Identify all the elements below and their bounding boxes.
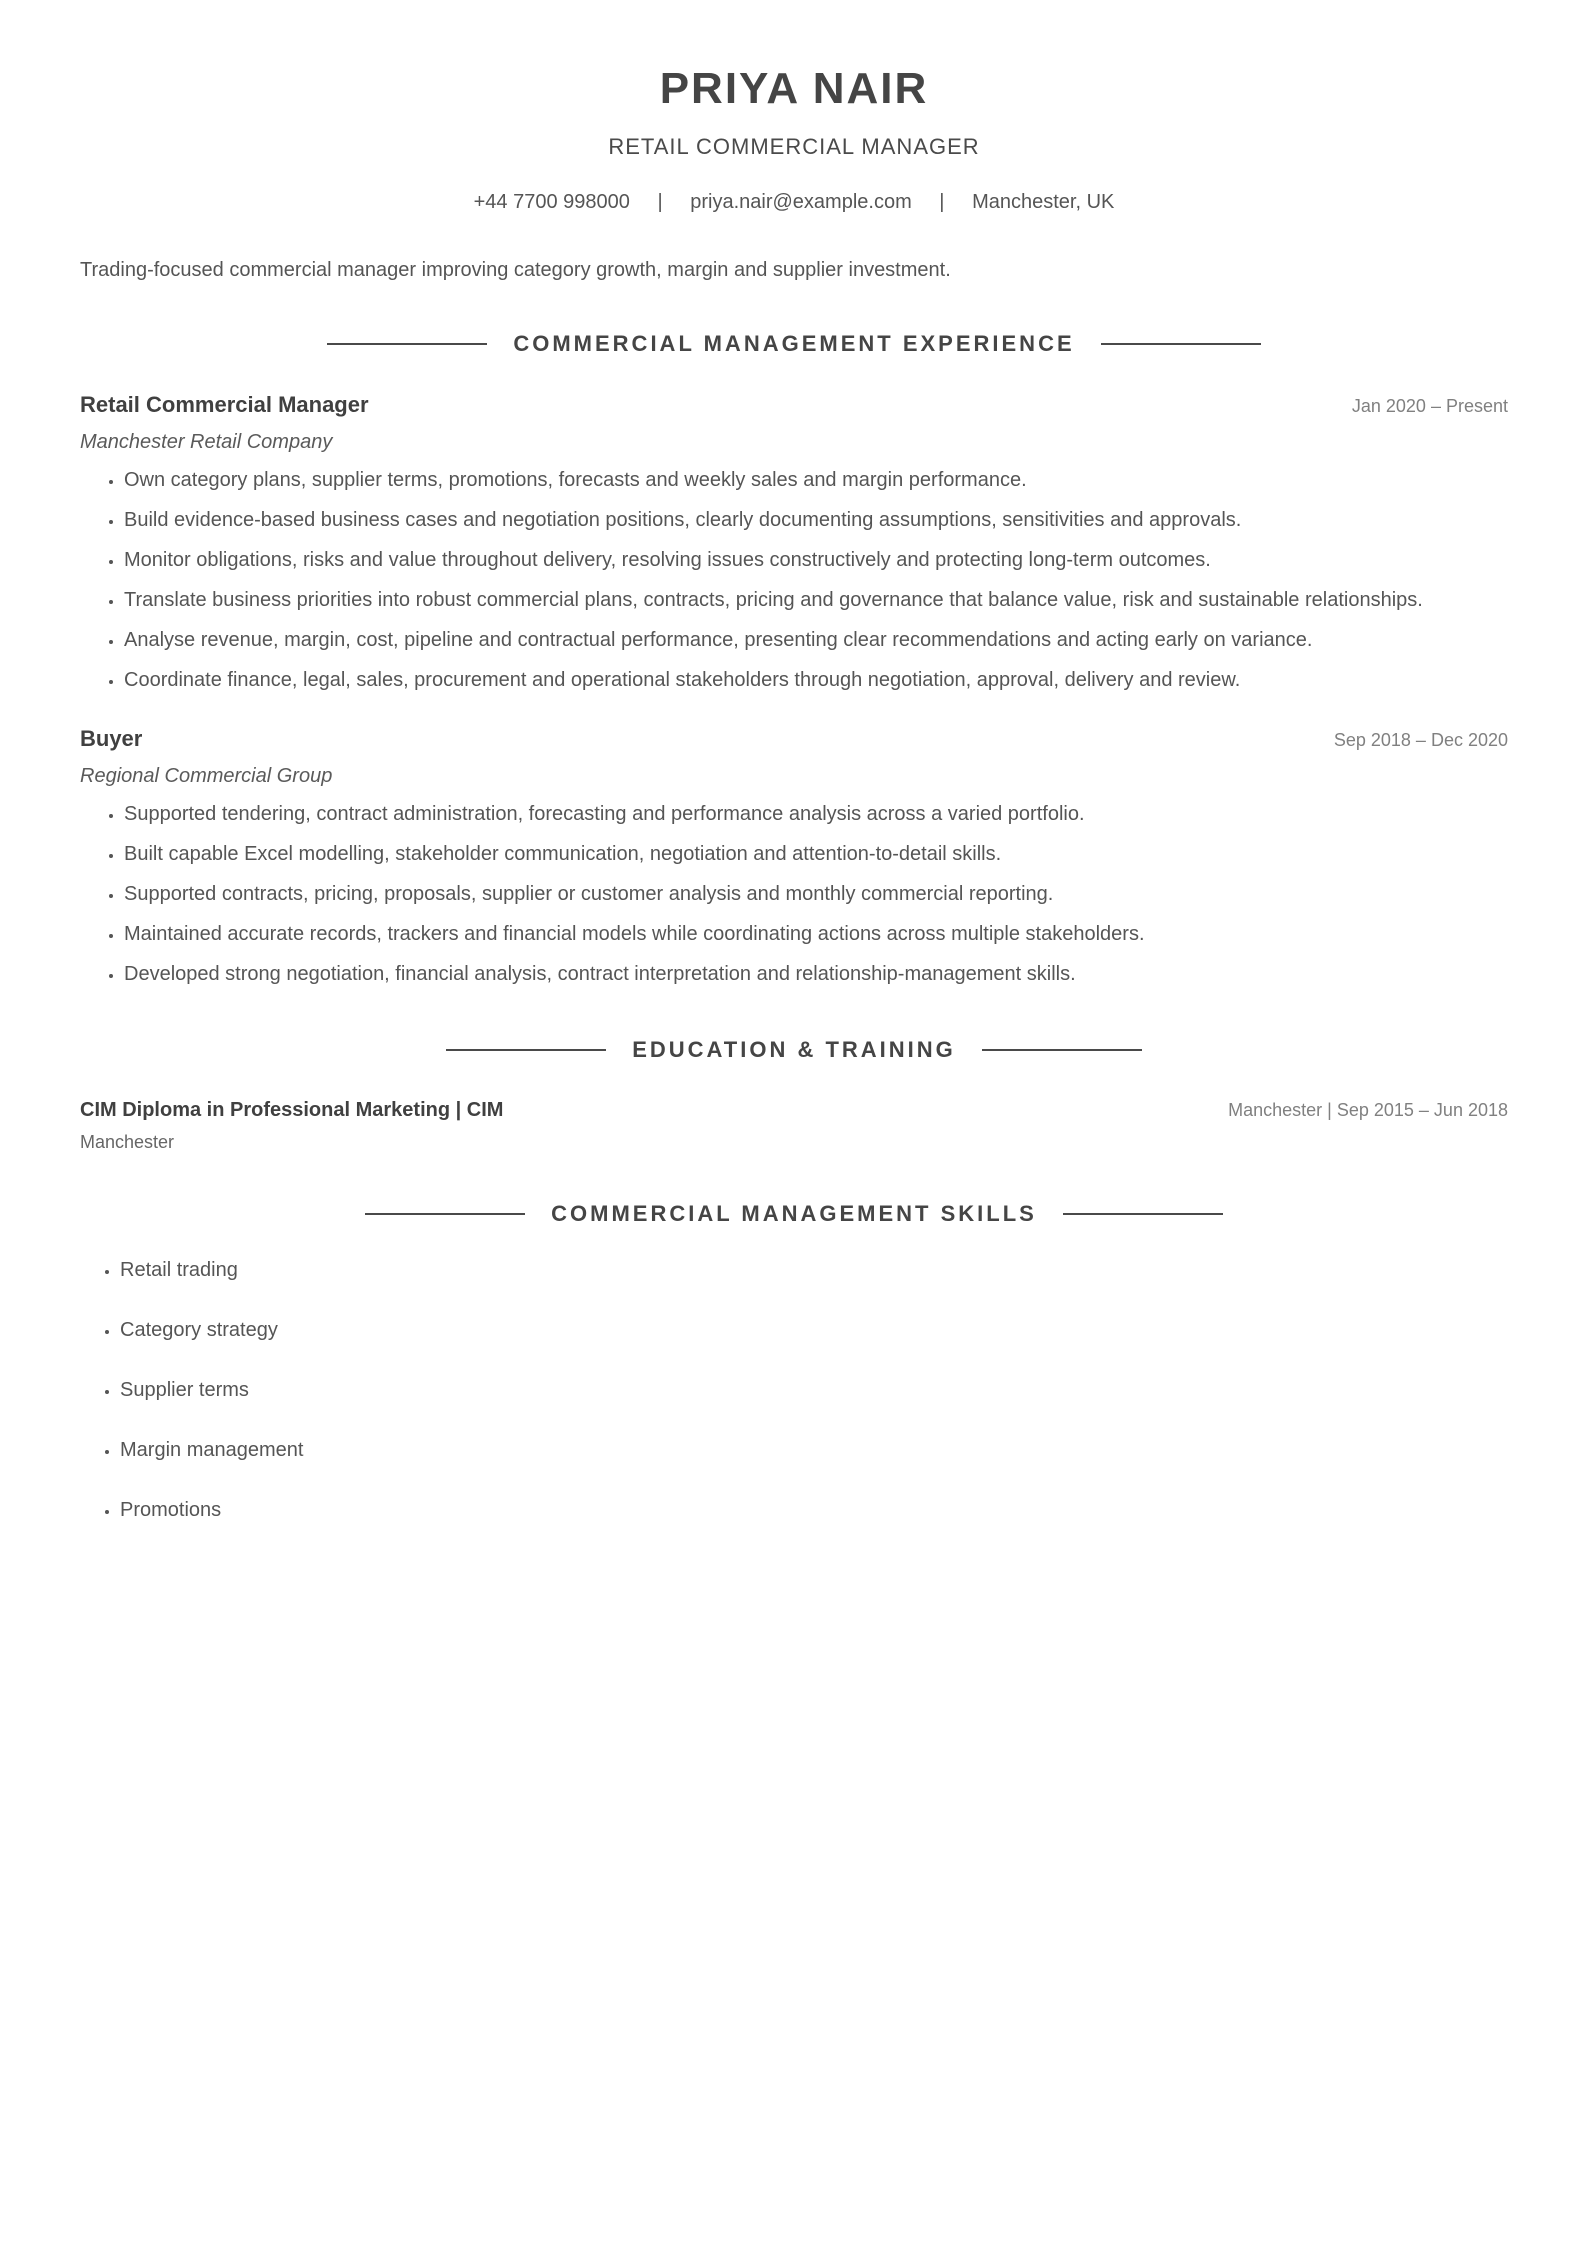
job-entry [80,390,1508,696]
job-title: Retail Commercial Manager [80,392,369,417]
heading-rule-left [327,343,487,345]
skill-item: • Retail trading [120,1256,1508,1284]
section-title: EDUCATION & TRAINING [632,1037,956,1062]
contact-separator: | [939,191,945,213]
job-bullet: • Build evidence-based business cases and negotiation positions, clearly documenting assumptions, sensitivities and approvals. [124,504,1508,536]
skill-item: • Promotions [120,1496,1508,1524]
education-header [80,1096,1508,1124]
job-bullet: • Translate business priorities into robust commercial plans, contracts, pricing and governance that balance value, risk and sustainable relationships. [124,584,1508,616]
professional-summary: Trading-focused commercial manager improving category growth, margin and supplier investment. [80,259,951,281]
job-bullet: • Coordinate finance, legal, sales, procurement and operational stakeholders through negotiation, approval, delivery and review. [124,664,1508,696]
job-entry [80,724,1508,990]
job-bullets [80,464,1508,696]
job-dates: Sep 2018 – Dec 2020 [1333,730,1508,750]
job-bullet: • Analyse revenue, margin, cost, pipeline and contractual performance, presenting clear recommendations and acting early on variance. [124,624,1508,656]
job-bullet: • Developed strong negotiation, financial analysis, contract interpretation and relationship-management skills. [124,958,1508,990]
job-bullet: • Maintained accurate records, trackers and financial models while coordinating actions across multiple stakeholders. [124,918,1508,950]
heading-rule-left [365,1213,525,1215]
company-name: Manchester Retail Company [80,431,333,453]
heading-rule-right [1063,1213,1223,1215]
section-title: COMMERCIAL MANAGEMENT SKILLS [551,1201,1037,1226]
job-bullets [80,798,1508,990]
skill-item: • Margin management [120,1436,1508,1464]
heading-rule-right [982,1049,1142,1051]
job-bullet: • Supported contracts, pricing, proposals, supplier or customer analysis and monthly commercial reporting. [124,878,1508,910]
heading-rule-right [1101,343,1261,345]
job-bullet: • Supported tendering, contract administration, forecasting and performance analysis across a varied portfolio. [124,798,1508,830]
job-title: Buyer [80,726,143,751]
skill-item: • Category strategy [120,1316,1508,1344]
section-title: COMMERCIAL MANAGEMENT EXPERIENCE [513,331,1075,356]
job-dates: Jan 2020 – Present [1351,396,1508,416]
email-address: priya.nair@example.com [690,191,912,213]
skills-list [80,1256,1508,1524]
location: Manchester, UK [972,191,1115,213]
education-entry [80,1096,1508,1154]
education-section-heading [80,1034,1508,1066]
contact-separator: | [657,191,663,213]
heading-rule-left [446,1049,606,1051]
skills-section-heading [80,1198,1508,1230]
job-bullet: • Own category plans, supplier terms, promotions, forecasts and weekly sales and margin performance. [124,464,1508,496]
qualification-location: Manchester [80,1132,175,1152]
candidate-title: RETAIL COMMERCIAL MANAGER [608,134,980,159]
qualification-title: CIM Diploma in Professional Marketing | CIM [80,1099,504,1121]
job-header [80,724,1508,754]
job-bullet: • Built capable Excel modelling, stakeholder communication, negotiation and attention-to-detail skills. [124,838,1508,870]
phone-number: +44 7700 998000 [473,191,630,213]
qualification-meta: Manchester | Sep 2015 – Jun 2018 [1228,1100,1508,1120]
skill-item: • Supplier terms [120,1376,1508,1404]
job-bullet: • Monitor obligations, risks and value throughout delivery, resolving issues constructively and protecting long-term outcomes. [124,544,1508,576]
job-header [80,390,1508,420]
company-name: Regional Commercial Group [80,765,333,787]
candidate-name: PRIYA NAIR [659,64,929,113]
experience-section-heading [80,328,1508,360]
contact-line [80,188,1508,216]
